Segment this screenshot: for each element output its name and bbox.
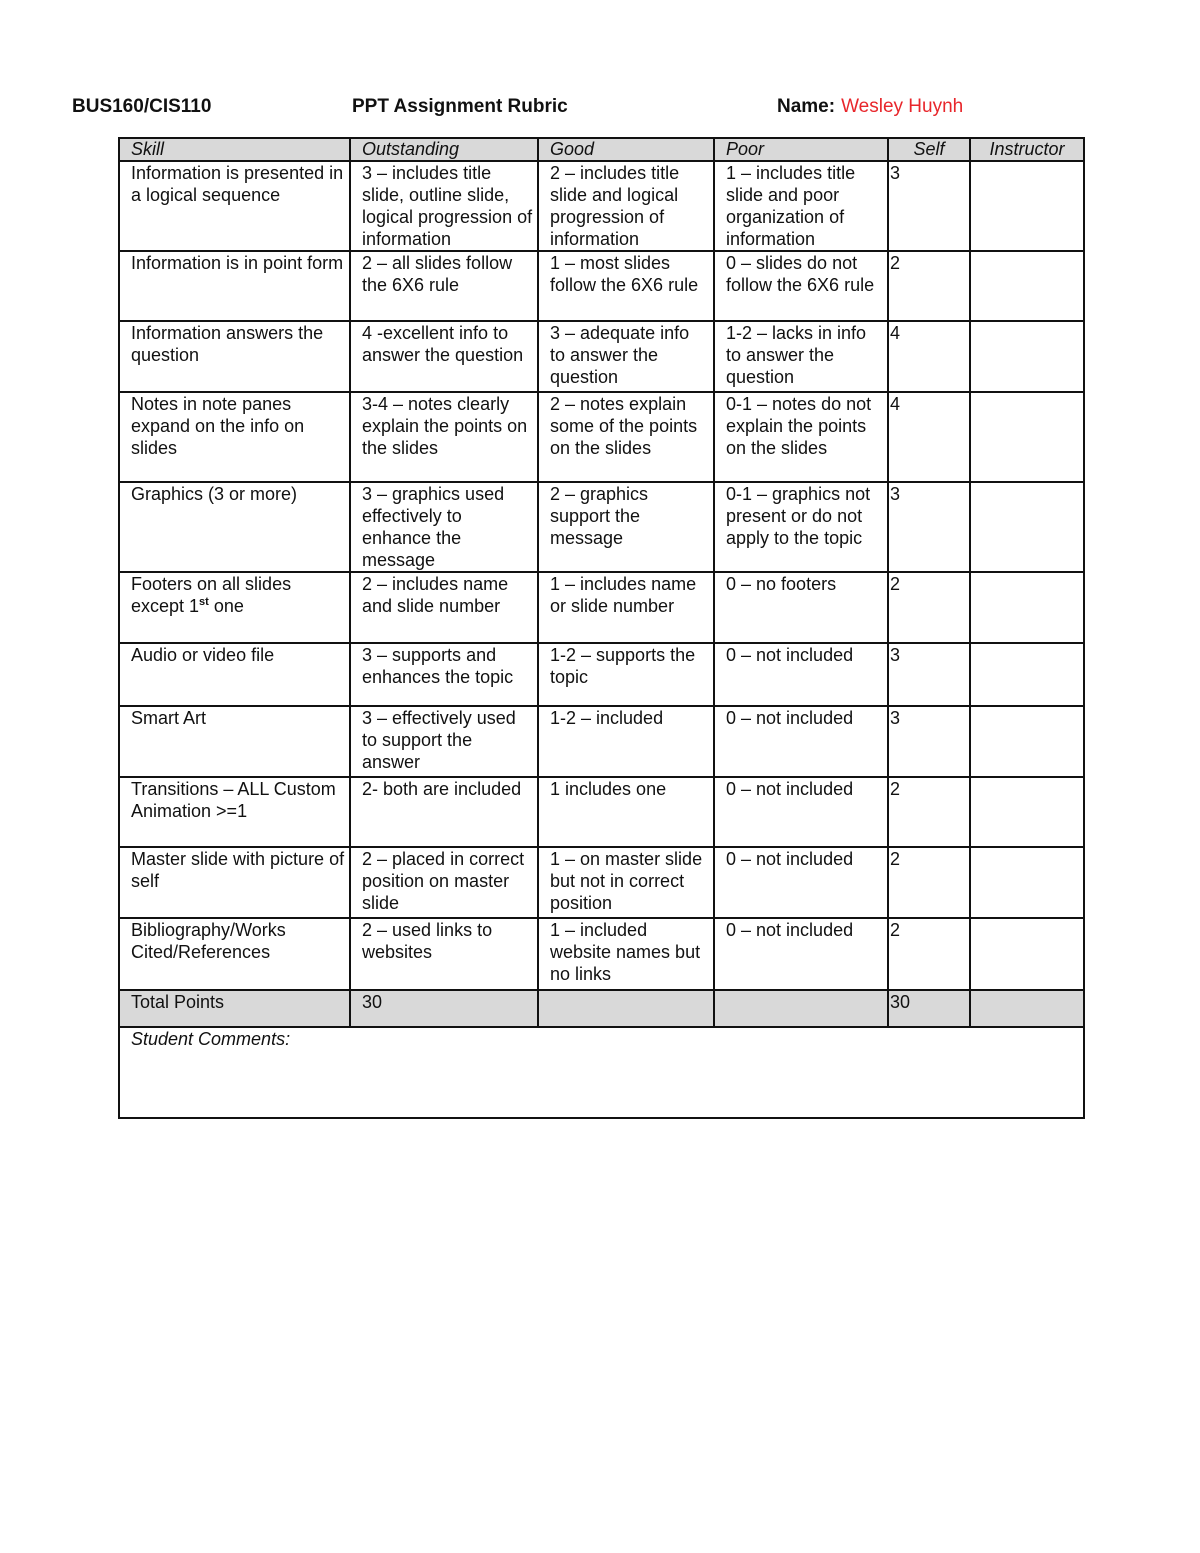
good-cell: 3 – adequate info to answer the question xyxy=(538,321,714,392)
skill-cell: Audio or video file xyxy=(119,643,350,706)
poor-cell: 0 – slides do not follow the 6X6 rule xyxy=(714,251,888,321)
poor-cell: 0 – not included xyxy=(714,847,888,918)
skill-cell xyxy=(119,572,350,643)
header-row xyxy=(119,138,1084,161)
self-score-cell: 2 xyxy=(888,918,970,990)
outstanding-cell: 2 – placed in correct position on master slide xyxy=(350,847,538,918)
rubric-table xyxy=(118,137,1085,1119)
ordinal-suffix: st xyxy=(199,596,209,608)
instructor-score-cell xyxy=(970,321,1084,392)
column-header-outstanding: Outstanding xyxy=(350,138,538,161)
self-score-cell: 3 xyxy=(888,482,970,572)
student-name: Wesley Huynh xyxy=(841,96,964,117)
self-score-cell: 2 xyxy=(888,847,970,918)
good-cell: 1 – included website names but no links xyxy=(538,918,714,990)
skill-cell: Information is in point form xyxy=(119,251,350,321)
instructor-score-cell xyxy=(970,847,1084,918)
total-label: Total Points xyxy=(119,990,350,1027)
skill-cell: Master slide with picture of self xyxy=(119,847,350,918)
good-cell: 1 includes one xyxy=(538,777,714,847)
poor-cell: 0 – not included xyxy=(714,643,888,706)
table-row xyxy=(119,918,1084,990)
table-row xyxy=(119,706,1084,777)
total-row xyxy=(119,990,1084,1027)
outstanding-cell: 3 – effectively used to support the answer xyxy=(350,706,538,777)
course-code: BUS160/CIS110 xyxy=(72,96,212,117)
self-score-cell: 3 xyxy=(888,643,970,706)
skill-cell: Information answers the question xyxy=(119,321,350,392)
instructor-score-cell xyxy=(970,918,1084,990)
total-poor-cell xyxy=(714,990,888,1027)
table-row xyxy=(119,321,1084,392)
poor-cell: 1 – includes title slide and poor organization of information xyxy=(714,161,888,251)
name-label: Name: xyxy=(777,96,836,117)
good-cell: 2 – includes title slide and logical progression of information xyxy=(538,161,714,251)
total-instructor-score xyxy=(970,990,1084,1027)
column-header-good: Good xyxy=(538,138,714,161)
column-header-poor: Poor xyxy=(714,138,888,161)
good-cell: 1-2 – supports the topic xyxy=(538,643,714,706)
outstanding-cell: 2 – used links to websites xyxy=(350,918,538,990)
poor-cell: 0 – not included xyxy=(714,706,888,777)
skill-cell: Information is presented in a logical sequence xyxy=(119,161,350,251)
column-header-self: Self xyxy=(888,138,970,161)
outstanding-cell: 2- both are included xyxy=(350,777,538,847)
outstanding-cell: 2 – all slides follow the 6X6 rule xyxy=(350,251,538,321)
document-header xyxy=(72,96,1082,124)
total-self-score: 30 xyxy=(888,990,970,1027)
instructor-score-cell xyxy=(970,706,1084,777)
poor-cell: 0 – not included xyxy=(714,918,888,990)
instructor-score-cell xyxy=(970,777,1084,847)
total-good-cell xyxy=(538,990,714,1027)
instructor-score-cell xyxy=(970,392,1084,482)
table-row xyxy=(119,392,1084,482)
self-score-cell: 3 xyxy=(888,161,970,251)
table-row xyxy=(119,251,1084,321)
poor-cell: 1-2 – lacks in info to answer the question xyxy=(714,321,888,392)
poor-cell: 0-1 – graphics not present or do not apply to the topic xyxy=(714,482,888,572)
poor-cell: 0 – not included xyxy=(714,777,888,847)
column-header-instructor: Instructor xyxy=(970,138,1084,161)
self-score-cell: 2 xyxy=(888,572,970,643)
total-outstanding-value: 30 xyxy=(350,990,538,1027)
table-row xyxy=(119,643,1084,706)
outstanding-cell: 2 – includes name and slide number xyxy=(350,572,538,643)
student-comments-cell xyxy=(119,1027,1084,1118)
table-row xyxy=(119,161,1084,251)
skill-cell: Graphics (3 or more) xyxy=(119,482,350,572)
outstanding-cell: 3-4 – notes clearly explain the points on the slides xyxy=(350,392,538,482)
skill-cell: Notes in note panes expand on the info on slides xyxy=(119,392,350,482)
table-row xyxy=(119,847,1084,918)
column-header-skill: Skill xyxy=(119,138,350,161)
skill-cell: Bibliography/Works Cited/References xyxy=(119,918,350,990)
table-row xyxy=(119,572,1084,643)
instructor-score-cell xyxy=(970,643,1084,706)
outstanding-cell: 3 – graphics used effectively to enhance the message xyxy=(350,482,538,572)
self-score-cell: 3 xyxy=(888,706,970,777)
good-cell: 1 – most slides follow the 6X6 rule xyxy=(538,251,714,321)
student-comments-label: Student Comments: xyxy=(131,1029,291,1049)
poor-cell: 0-1 – notes do not explain the points on the slides xyxy=(714,392,888,482)
table-row xyxy=(119,777,1084,847)
document-title: PPT Assignment Rubric xyxy=(352,96,568,117)
self-score-cell: 2 xyxy=(888,251,970,321)
instructor-score-cell xyxy=(970,251,1084,321)
comments-row xyxy=(119,1027,1084,1118)
instructor-score-cell xyxy=(970,482,1084,572)
self-score-cell: 2 xyxy=(888,777,970,847)
good-cell: 2 – graphics support the message xyxy=(538,482,714,572)
student-name-block xyxy=(777,96,963,118)
skill-cell: Smart Art xyxy=(119,706,350,777)
poor-cell: 0 – no footers xyxy=(714,572,888,643)
skill-text: Footers on all slides except 1 xyxy=(131,574,292,616)
skill-cell: Transitions – ALL Custom Animation >=1 xyxy=(119,777,350,847)
good-cell: 1 – includes name or slide number xyxy=(538,572,714,643)
instructor-score-cell xyxy=(970,161,1084,251)
self-score-cell: 4 xyxy=(888,392,970,482)
outstanding-cell: 3 – includes title slide, outline slide, logical progression of information xyxy=(350,161,538,251)
table-row xyxy=(119,482,1084,572)
good-cell: 1-2 – included xyxy=(538,706,714,777)
outstanding-cell: 4 -excellent info to answer the question xyxy=(350,321,538,392)
good-cell: 1 – on master slide but not in correct position xyxy=(538,847,714,918)
instructor-score-cell xyxy=(970,572,1084,643)
skill-text-end: one xyxy=(208,596,244,616)
good-cell: 2 – notes explain some of the points on the slides xyxy=(538,392,714,482)
self-score-cell: 4 xyxy=(888,321,970,392)
outstanding-cell: 3 – supports and enhances the topic xyxy=(350,643,538,706)
